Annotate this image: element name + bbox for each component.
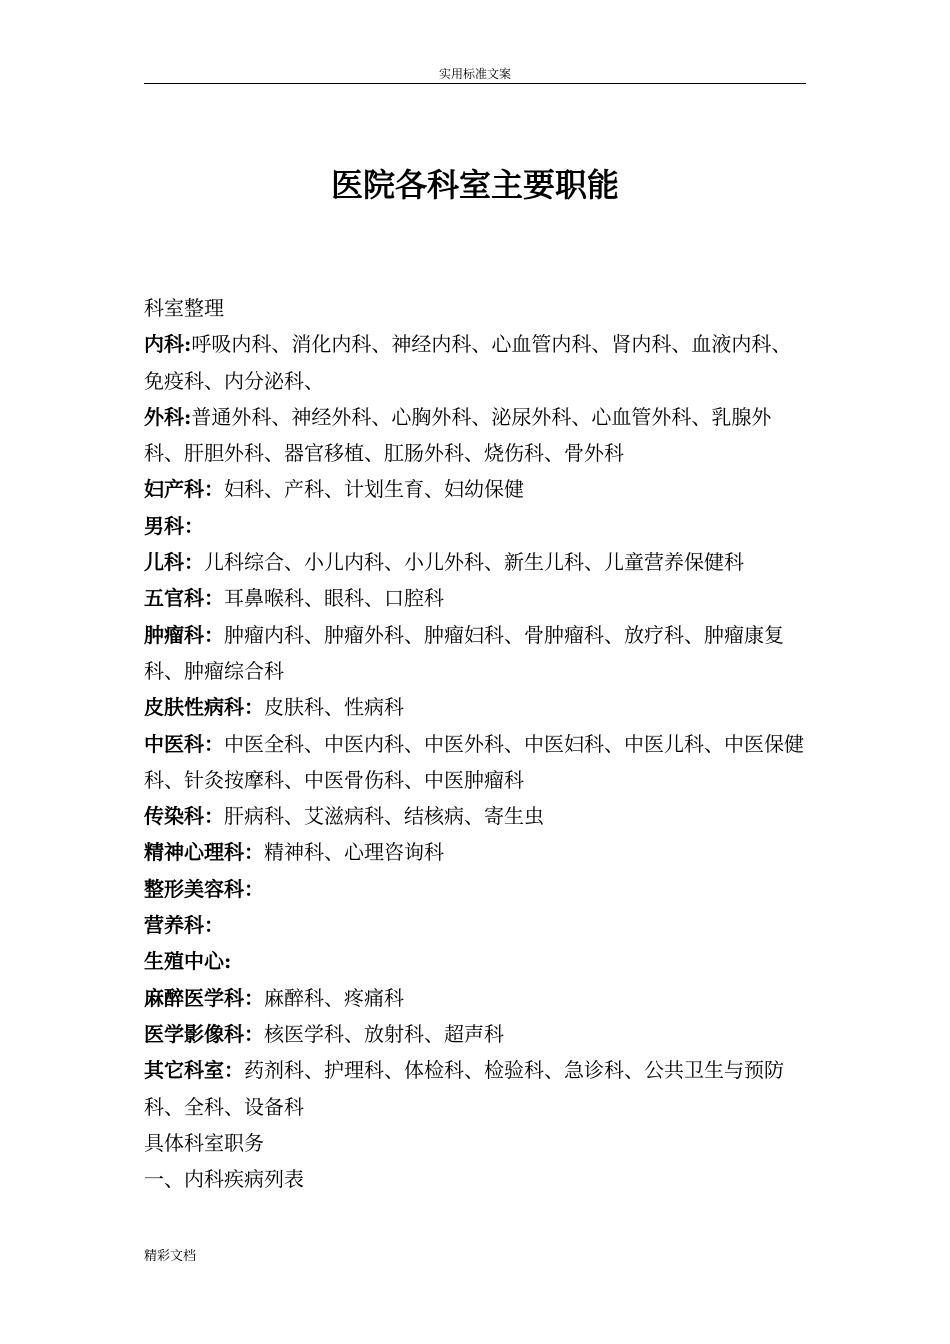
department-items: 肿瘤内科、肿瘤外科、肿瘤妇科、骨肿瘤科、放疗科、肿瘤康复科、肿瘤综合科 bbox=[144, 622, 784, 683]
department-name: 营养科： bbox=[144, 913, 224, 938]
department-items: 儿科综合、小儿内科、小儿外科、新生儿科、儿童营养保健科 bbox=[204, 550, 744, 575]
department-paragraph bbox=[144, 326, 808, 399]
department-paragraph bbox=[144, 471, 808, 507]
department-items: 核医学科、放射科、超声科 bbox=[264, 1021, 504, 1046]
department-items: 呼吸内科、消化内科、神经内科、心血管内科、肾内科、血液内科、免疫科、内分泌科、 bbox=[144, 332, 792, 393]
department-paragraph bbox=[144, 580, 808, 616]
department-paragraph bbox=[144, 617, 808, 690]
department-name: 精神心理科： bbox=[144, 840, 264, 865]
subsection-heading: 一、内科疾病列表 bbox=[144, 1167, 304, 1192]
department-name: 传染科： bbox=[144, 804, 224, 829]
department-name: 男科： bbox=[144, 513, 204, 538]
department-paragraph bbox=[144, 871, 808, 907]
department-name: 医学影像科： bbox=[144, 1021, 264, 1046]
section-heading: 具体科室职务 bbox=[144, 1130, 264, 1155]
department-items: 中医全科、中医内科、中医外科、中医妇科、中医儿科、中医保健科、针灸按摩科、中医骨伤科、中医肿瘤科 bbox=[144, 731, 804, 792]
department-paragraph bbox=[144, 689, 808, 725]
department-paragraph bbox=[144, 508, 808, 544]
department-items: 精神科、心理咨询科 bbox=[264, 840, 444, 865]
department-items: 肝病科、艾滋病科、结核病、寄生虫 bbox=[224, 804, 544, 829]
department-name: 其它科室： bbox=[144, 1058, 244, 1083]
department-paragraph bbox=[144, 1016, 808, 1052]
department-items: 皮肤科、性病科 bbox=[264, 695, 404, 720]
department-items: 妇科、产科、计划生育、妇幼保健 bbox=[224, 477, 524, 502]
department-name: 皮肤性病科： bbox=[144, 695, 264, 720]
page-footer: 精彩文档 bbox=[144, 1249, 197, 1264]
department-items: 普通外科、神经外科、心胸外科、泌尿外科、心血管外科、乳腺外科、肝胆外科、器官移植、肛肠外科、烧伤科、骨外科 bbox=[144, 404, 772, 466]
department-paragraph bbox=[144, 980, 808, 1016]
department-paragraph bbox=[144, 798, 808, 834]
department-items: 药剂科、护理科、体检科、检验科、急诊科、公共卫生与预防科、全科、设备科 bbox=[144, 1058, 784, 1119]
department-name: 中医科： bbox=[144, 731, 224, 756]
department-items: 麻醉科、疼痛科 bbox=[264, 985, 404, 1010]
department-items: 耳鼻喉科、眼科、口腔科 bbox=[224, 586, 444, 611]
department-paragraph bbox=[144, 726, 808, 799]
department-paragraph bbox=[144, 399, 808, 472]
department-name: 麻醉医学科： bbox=[144, 985, 264, 1010]
intro-line: 科室整理 bbox=[144, 296, 224, 320]
department-paragraph bbox=[144, 544, 808, 580]
department-name: 内科: bbox=[144, 332, 192, 357]
header-divider bbox=[144, 83, 806, 84]
department-name: 妇产科： bbox=[144, 477, 224, 502]
department-paragraph bbox=[144, 834, 808, 870]
department-name: 肿瘤科： bbox=[144, 622, 224, 647]
document-title: 医院各科室主要职能 bbox=[330, 166, 619, 204]
page-header: 实用标准文案 bbox=[438, 67, 511, 81]
department-name: 儿科： bbox=[144, 550, 204, 575]
department-paragraph bbox=[144, 1052, 808, 1125]
document-body bbox=[144, 290, 808, 1197]
department-name: 外科: bbox=[144, 404, 192, 429]
department-name: 生殖中心: bbox=[144, 949, 232, 974]
department-name: 五官科： bbox=[144, 586, 224, 611]
department-paragraph bbox=[144, 907, 808, 943]
department-paragraph bbox=[144, 943, 808, 979]
department-name: 整形美容科： bbox=[144, 876, 264, 901]
